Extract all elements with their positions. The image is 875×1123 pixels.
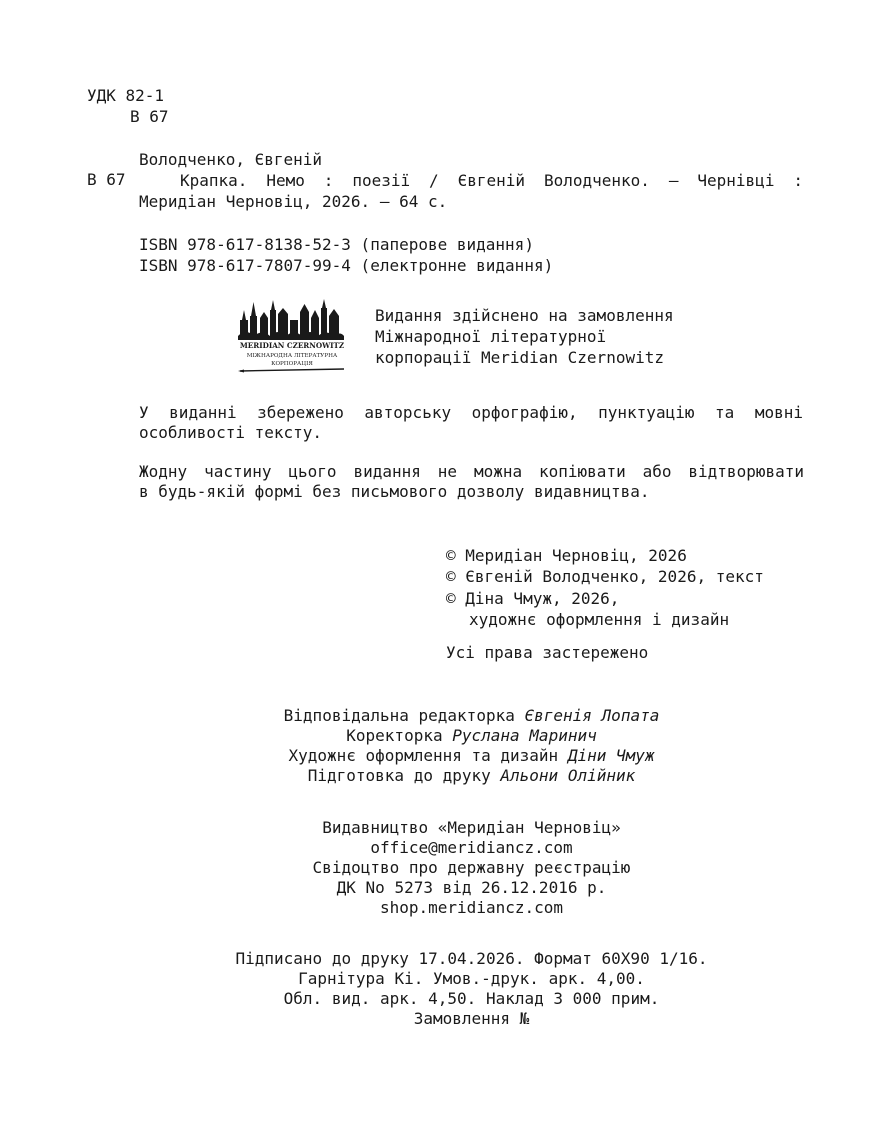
credit-name: Євгенія Лопата (524, 706, 660, 725)
printing-run: Обл. вид. арк. 4,50. Наклад 3 000 прим. (283, 989, 660, 1008)
sponsor-line-3: корпорації Meridian Czernowitz (375, 348, 664, 367)
sponsor-note (375, 305, 674, 368)
credit-name: Діни Чмуж (567, 746, 655, 765)
isbn-electronic: ISBN 978-617-7807-99-4 (електронне видання) (139, 256, 554, 275)
credit-role: Коректорка (346, 726, 453, 745)
sponsor-line-2: Міжнародної літературної (375, 327, 607, 346)
credit-role: Підготовка до друку (307, 766, 501, 785)
credit-design (0, 745, 875, 766)
printing-typeface: Гарнітура Кі. Умов.-друк. арк. 4,00. (298, 969, 645, 988)
author-mark-left: В 67 (87, 170, 126, 189)
publisher-email: office@meridiancz.com (370, 838, 573, 857)
copying-notice-line-1: Жодну частину цього видання не можна копіювати або відтворювати (139, 462, 804, 481)
bibliographic-title-line: Крапка. Немо : поезії / Євгеній Володченко. — Чернівці : (180, 171, 803, 190)
credit-name: Альони Олійник (500, 766, 636, 785)
sponsor-line-1: Видання здійснено на замовлення (375, 306, 674, 325)
publisher-name: Видавництво «Меридіан Черновіц» (322, 818, 621, 837)
credit-prepress (0, 765, 875, 786)
meridian-czernowitz-logo (236, 298, 348, 376)
printing-order: Замовлення № (413, 1009, 530, 1028)
credit-editor (0, 705, 875, 726)
logo-subtitle-2: КОРПОРАЦІЯ (271, 361, 313, 367)
credit-name: Руслана Маринич (452, 726, 597, 745)
credit-role: Відповідальна редакторка (283, 706, 525, 725)
orthography-note-line-2: особливості тексту. (139, 423, 323, 442)
publisher-shop: shop.meridiancz.com (379, 898, 564, 917)
credit-role: Художнє оформлення та дизайн (288, 746, 568, 765)
author-name: Володченко, Євгеній (139, 150, 323, 169)
bibliographic-imprint-line: Меридіан Черновіц, 2026. — 64 с. (139, 192, 448, 211)
logo-name: MERIDIAN CZERNOWITZ (239, 341, 345, 350)
logo-subtitle-1: МІЖНАРОДНА ЛІТЕРАТУРНА (246, 353, 338, 359)
copyright-publisher: © Меридіан Черновіц, 2026 (446, 546, 687, 565)
copyright-author: © Євгеній Володченко, 2026, текст (446, 567, 764, 586)
copying-notice-line-2: в будь-якій формі без письмового дозволу видавництва. (139, 482, 650, 501)
copyright-designer-note: художнє оформлення і дизайн (469, 610, 730, 629)
rights-reserved: Усі права застережено (446, 643, 649, 662)
printing-signed: Підписано до друку 17.04.2026. Формат 60Х90 1/16. (235, 949, 708, 968)
copyright-designer: © Діна Чмуж, 2026, (446, 589, 620, 608)
udk-code: УДК 82-1 (87, 86, 165, 105)
publisher-certificate: Свідоцтво про державну реєстрацію (312, 858, 631, 877)
credit-proofreader (0, 725, 875, 746)
author-mark: В 67 (130, 107, 169, 126)
orthography-note-line-1: У виданні збережено авторську орфографію, пунктуацію та мовні (139, 403, 803, 422)
isbn-print: ISBN 978-617-8138-52-3 (паперове видання) (139, 235, 534, 254)
publisher-certificate-number: ДК No 5273 від 26.12.2016 р. (336, 878, 607, 897)
